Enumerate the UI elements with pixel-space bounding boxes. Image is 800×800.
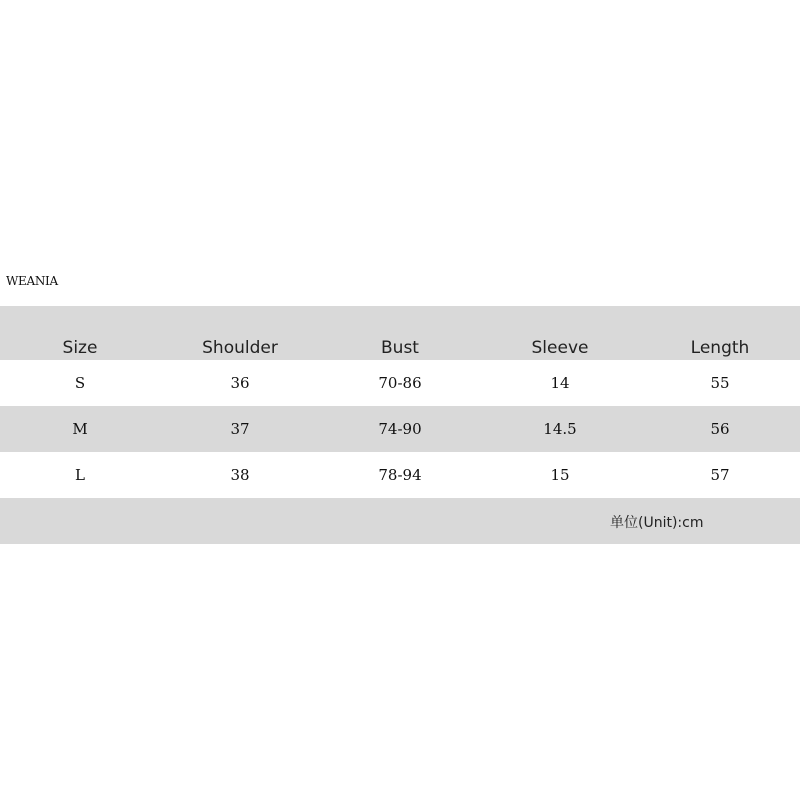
- header-sleeve: Sleeve: [531, 338, 589, 358]
- cell-shoulder: 37: [230, 420, 250, 438]
- table-footer-row: [0, 498, 800, 544]
- cell-sleeve: 14.5: [543, 420, 577, 438]
- cell-length: 56: [710, 420, 730, 438]
- header-size: Size: [62, 338, 98, 358]
- unit-note: 单位(Unit):cm: [610, 515, 704, 531]
- cell-size: S: [74, 374, 86, 392]
- cell-bust: 70-86: [378, 374, 422, 392]
- cell-length: 57: [710, 466, 730, 484]
- table-row: [0, 360, 800, 406]
- header-length: Length: [690, 338, 750, 358]
- cell-bust: 78-94: [378, 466, 422, 484]
- cell-size: L: [75, 466, 85, 484]
- cell-length: 55: [710, 374, 730, 392]
- cell-sleeve: 15: [550, 466, 570, 484]
- table-row: [0, 406, 800, 452]
- cell-bust: 74-90: [378, 420, 422, 438]
- cell-size: M: [72, 420, 88, 438]
- cell-shoulder: 36: [230, 374, 250, 392]
- table-row: [0, 452, 800, 498]
- header-shoulder: Shoulder: [202, 338, 278, 358]
- cell-shoulder: 38: [230, 466, 250, 484]
- header-bust: Bust: [381, 338, 419, 358]
- cell-sleeve: 14: [550, 374, 570, 392]
- size-table: [0, 306, 800, 544]
- table-header-row: [0, 306, 800, 360]
- brand-logo-text: WEANIA: [6, 274, 58, 288]
